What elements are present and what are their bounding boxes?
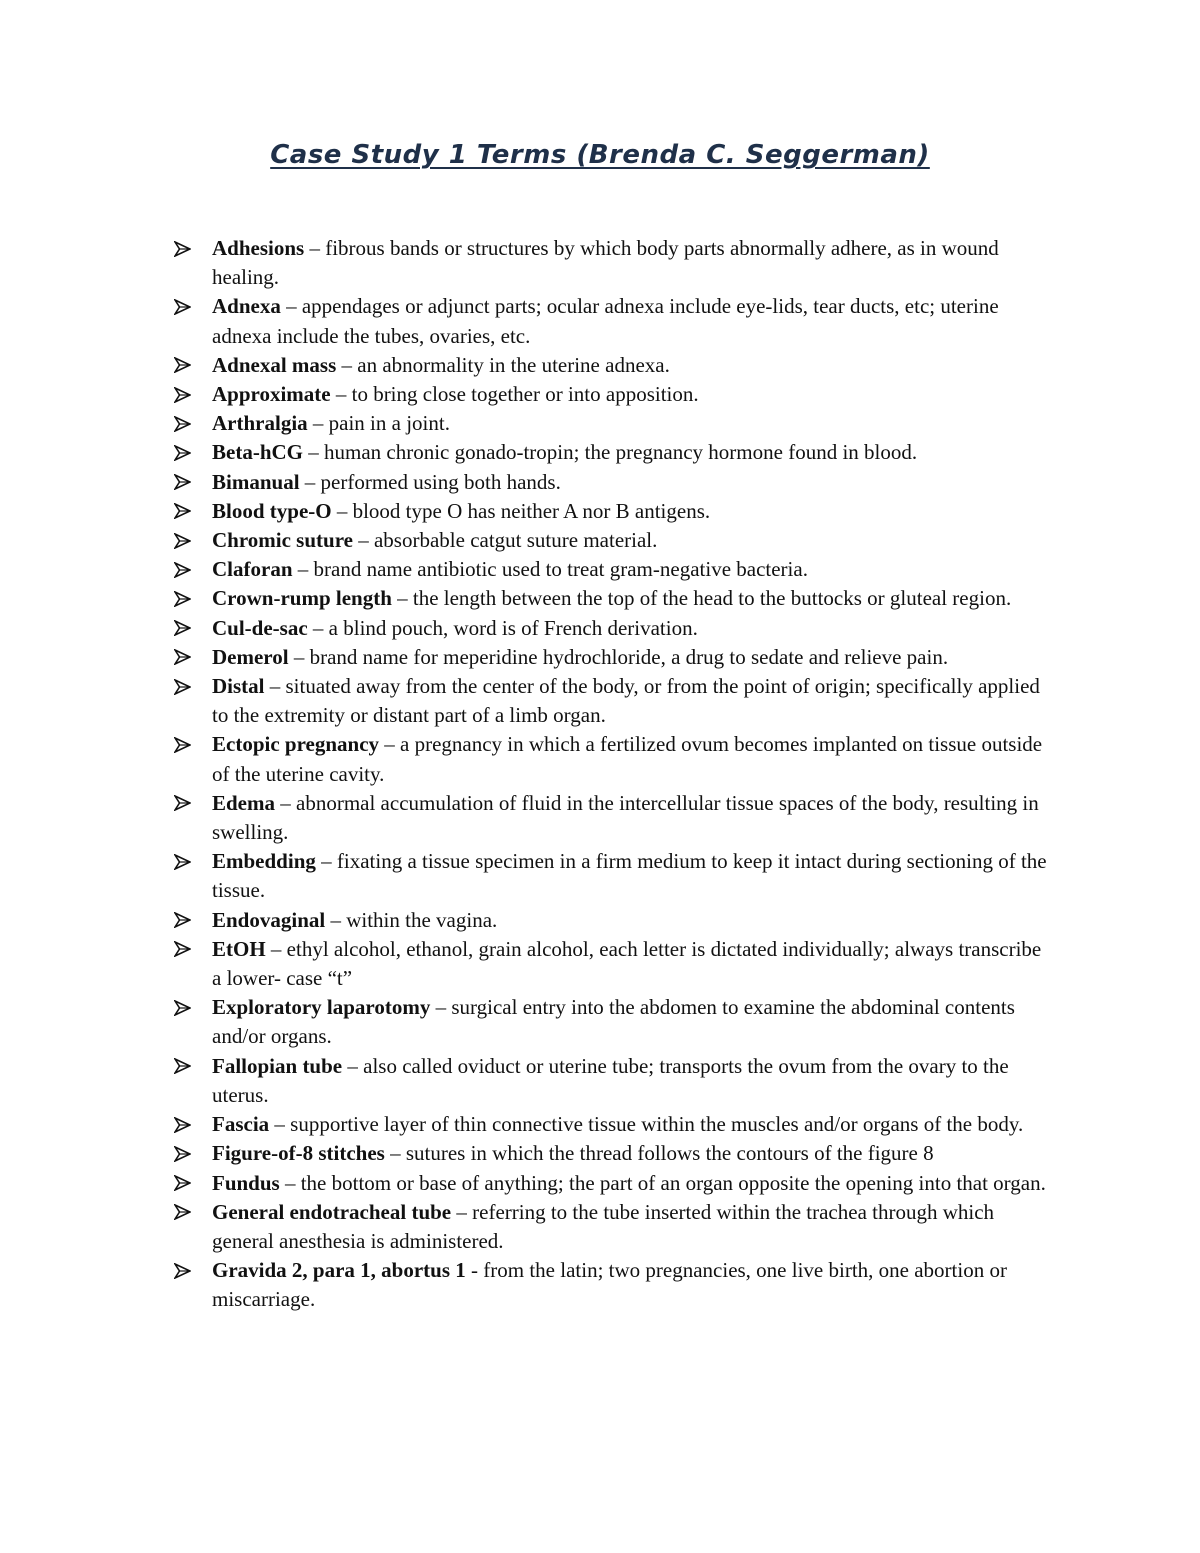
arrowhead-bullet-icon	[174, 351, 196, 380]
arrowhead-bullet-icon	[174, 1198, 196, 1227]
list-item	[172, 614, 1050, 643]
term-definition: within the vagina.	[346, 907, 498, 932]
term-definition: also called oviduct or uterine tube; transports the ovum from the ovary to the uterus.	[212, 1053, 1009, 1107]
term-name: Adnexal mass	[212, 352, 337, 377]
term-separator: –	[315, 849, 337, 874]
term-name: Figure-of-8 stitches	[212, 1141, 385, 1166]
list-item	[172, 351, 1050, 380]
term-separator: –	[264, 674, 286, 699]
list-item	[172, 789, 1050, 847]
term-separator: –	[304, 236, 326, 260]
arrowhead-bullet-icon	[174, 993, 196, 1022]
term-definition: sutures in which the thread follows the contours of the figure 8	[405, 1141, 934, 1166]
term-separator: –	[279, 1170, 301, 1195]
arrowhead-bullet-icon	[174, 234, 196, 263]
term-definition: supportive layer of thin connective tissue within the muscles and/or organs of the body.	[290, 1112, 1024, 1137]
term-name: Blood type-O	[212, 498, 332, 523]
term-definition: a pregnancy in which a fertilized ovum becomes implanted on tissue outside of the uterine cavity.	[212, 732, 1043, 786]
arrowhead-bullet-icon	[174, 555, 196, 584]
arrowhead-bullet-icon	[174, 672, 196, 701]
term-name: Demerol	[212, 644, 289, 669]
term-name: Embedding	[212, 849, 316, 874]
arrowhead-bullet-icon	[174, 292, 196, 321]
term-separator: –	[384, 1141, 406, 1166]
term-definition: an abnormality in the uterine adnexa.	[357, 352, 670, 377]
arrowhead-bullet-icon	[174, 584, 196, 613]
term-name: Ectopic pregnancy	[212, 732, 380, 757]
term-separator: –	[379, 732, 401, 757]
list-item	[172, 409, 1050, 438]
term-definition: absorbable catgut suture material.	[373, 528, 658, 553]
term-definition: fibrous bands or structures by which body parts abnormally adhere, as in wound healing.	[212, 236, 999, 290]
arrowhead-bullet-icon	[174, 643, 196, 672]
term-definition: abnormal accumulation of fluid in the intercellular tissue spaces of the body, resulting in swelling.	[212, 790, 1039, 845]
term-separator: –	[391, 586, 413, 611]
term-definition: a blind pouch, word is of French derivation.	[328, 615, 698, 640]
term-name: Fallopian tube	[212, 1053, 343, 1078]
term-definition: to bring close together or into apposition.	[351, 382, 699, 407]
list-item	[172, 380, 1050, 409]
list-item	[172, 234, 1050, 292]
list-item	[172, 555, 1050, 584]
term-definition: human chronic gonado-tropin; the pregnancy hormone found in blood.	[324, 440, 918, 465]
term-separator: –	[307, 411, 329, 436]
term-name: Approximate	[212, 382, 331, 407]
list-item	[172, 1198, 1050, 1256]
arrowhead-bullet-icon	[174, 380, 196, 409]
arrowhead-bullet-icon	[174, 1139, 196, 1168]
term-definition: brand name for meperidine hydrochloride, a drug to sedate and relieve pain.	[309, 644, 949, 669]
list-item	[172, 847, 1050, 905]
list-item	[172, 906, 1050, 935]
arrowhead-bullet-icon	[174, 468, 196, 497]
list-item	[172, 1256, 1050, 1314]
arrowhead-bullet-icon	[174, 1256, 196, 1285]
term-definition: appendages or adjunct parts; ocular adnexa include eye-lids, tear ducts, etc; uterine adnexa include the tubes, ovaries, etc.	[212, 294, 999, 348]
term-name: Exploratory laparotomy	[212, 995, 431, 1020]
term-definition: situated away from the center of the body, or from the point of origin; specifically applied to the extremity or distant part of a limb organ.	[212, 674, 1040, 728]
list-item	[172, 993, 1050, 1051]
arrowhead-bullet-icon	[174, 497, 196, 526]
terms-list	[172, 234, 1050, 1315]
term-name: Claforan	[212, 557, 293, 582]
list-item	[172, 438, 1050, 467]
term-definition: ethyl alcohol, ethanol, grain alcohol, each letter is dictated individually; always transcribe a lower- case “t”	[212, 936, 1042, 991]
term-separator: –	[269, 1112, 291, 1137]
term-definition: pain in a joint.	[328, 411, 450, 436]
arrowhead-bullet-icon	[174, 906, 196, 935]
term-separator: –	[292, 557, 314, 582]
arrowhead-bullet-icon	[174, 847, 196, 876]
list-item	[172, 468, 1050, 497]
term-definition: blood type O has neither A nor B antigens.	[352, 498, 711, 523]
term-definition: referring to the tube inserted within the trachea through which general anesthesia is administered.	[212, 1199, 995, 1253]
term-name: Endovaginal	[212, 907, 326, 932]
term-separator: –	[288, 644, 310, 669]
term-definition: performed using both hands.	[320, 469, 561, 494]
term-separator: –	[265, 936, 287, 961]
list-item	[172, 497, 1050, 526]
arrowhead-bullet-icon	[174, 1052, 196, 1081]
list-item	[172, 526, 1050, 555]
term-separator: -	[465, 1258, 484, 1283]
list-item	[172, 1110, 1050, 1139]
arrowhead-bullet-icon	[174, 438, 196, 467]
list-item	[172, 643, 1050, 672]
term-definition: the bottom or base of anything; the part of an organ opposite the opening into that organ.	[300, 1170, 1046, 1195]
term-definition: brand name antibiotic used to treat gram-negative bacteria.	[313, 557, 808, 582]
term-name: Chromic suture	[212, 528, 353, 553]
term-name: Bimanual	[212, 469, 300, 494]
term-name: General endotracheal tube	[212, 1199, 452, 1224]
term-name: Crown-rump length	[212, 586, 392, 611]
arrowhead-bullet-icon	[174, 1169, 196, 1198]
term-name: Beta-hCG	[212, 440, 303, 465]
term-definition: fixating a tissue specimen in a firm medium to keep it intact during sectioning of the tissue.	[212, 849, 1047, 903]
term-separator: –	[352, 528, 374, 553]
term-separator: –	[336, 352, 358, 377]
term-separator: –	[303, 440, 324, 465]
arrowhead-bullet-icon	[174, 789, 196, 818]
term-separator: –	[330, 382, 352, 407]
term-separator: –	[342, 1053, 364, 1078]
arrowhead-bullet-icon	[174, 409, 196, 438]
term-separator: –	[280, 294, 302, 319]
term-name: EtOH	[212, 936, 266, 961]
term-separator: –	[451, 1199, 473, 1224]
list-item	[172, 672, 1050, 730]
list-item	[172, 1139, 1050, 1168]
term-name: Cul-de-sac	[212, 615, 308, 640]
term-name: Fundus	[212, 1170, 280, 1195]
arrowhead-bullet-icon	[174, 730, 196, 759]
list-item	[172, 584, 1050, 613]
term-separator: –	[331, 498, 353, 523]
term-name: Gravida 2, para 1, abortus 1	[212, 1258, 466, 1283]
term-separator: –	[430, 995, 452, 1020]
arrowhead-bullet-icon	[174, 614, 196, 643]
term-name: Fascia	[212, 1112, 270, 1137]
list-item	[172, 1052, 1050, 1110]
list-item	[172, 292, 1050, 350]
list-item	[172, 730, 1050, 788]
term-definition: the length between the top of the head to the buttocks or gluteal region.	[412, 586, 1012, 611]
arrowhead-bullet-icon	[174, 935, 196, 964]
term-name: Arthralgia	[212, 411, 308, 436]
term-separator: –	[299, 469, 321, 494]
arrowhead-bullet-icon	[174, 526, 196, 555]
term-separator: –	[307, 615, 329, 640]
term-separator: –	[275, 790, 296, 815]
list-item	[172, 1169, 1050, 1198]
term-name: Distal	[212, 674, 265, 699]
arrowhead-bullet-icon	[174, 1110, 196, 1139]
term-name: Adnexa	[212, 294, 281, 319]
term-name: Edema	[212, 790, 275, 815]
term-definition: surgical entry into the abdomen to examine the abdominal contents and/or organs.	[212, 995, 1015, 1049]
term-definition: from the latin; two pregnancies, one live birth, one abortion or miscarriage.	[212, 1258, 1007, 1312]
term-separator: –	[325, 907, 347, 932]
document-title: Case Study 1 Terms (Brenda C. Seggerman)	[270, 140, 930, 170]
term-name: Adhesions	[212, 236, 305, 260]
list-item	[172, 935, 1050, 993]
